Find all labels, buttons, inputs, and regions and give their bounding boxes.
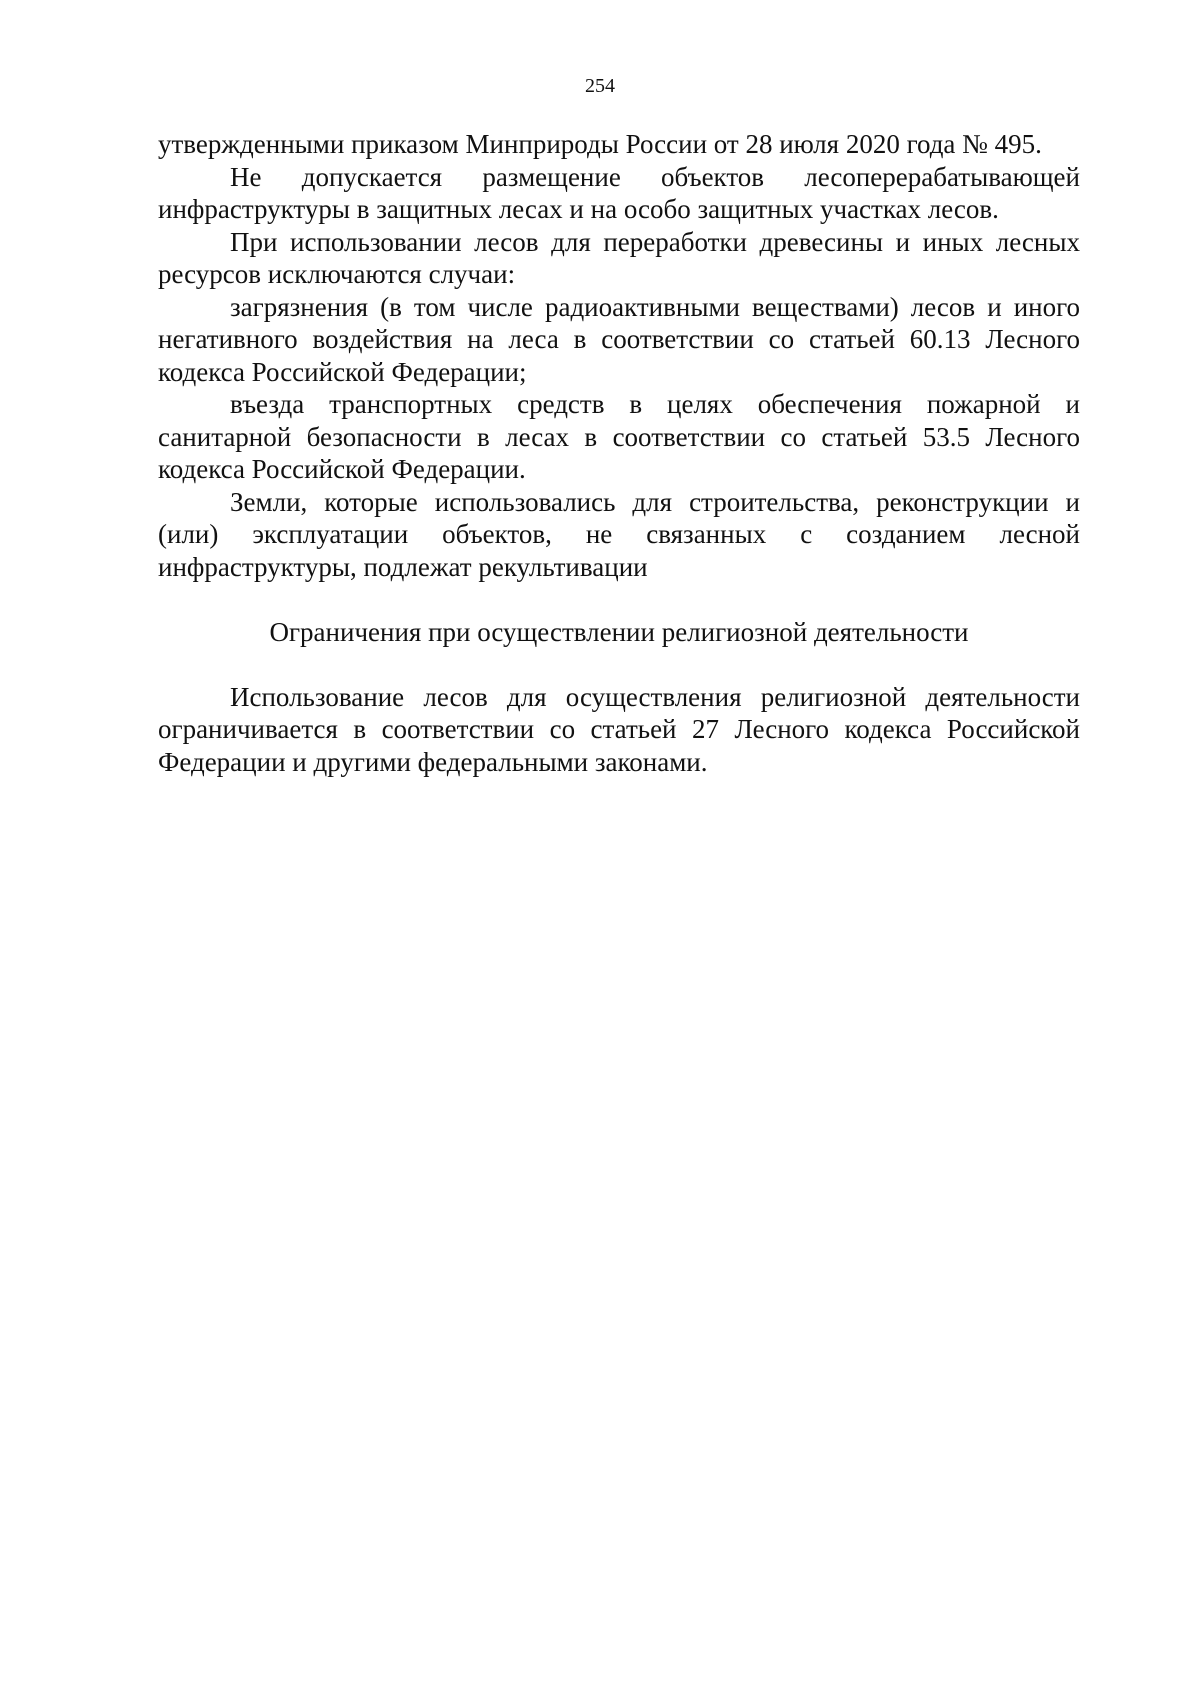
paragraph-infrastructure-restriction: Не допускается размещение объектов лесоперерабатывающей инфраструктуры в защитных лесах и на особо защитных участках лесов. xyxy=(158,161,1080,224)
page-number: 254 xyxy=(585,75,615,97)
paragraph-land-reclamation: Земли, которые использовались для строительства, реконструкции и (или) эксплуатации объектов, не связанных с созданием лесной инфраструктуры, подлежат рекультивации xyxy=(158,486,1080,582)
paragraph-continuation: утвержденными приказом Минприроды России от 28 июля 2020 года № 495. xyxy=(158,129,1042,159)
document-body xyxy=(158,128,1080,778)
paragraph-excluded-cases-intro: При использовании лесов для переработки древесины и иных лесных ресурсов исключаются случаи: xyxy=(158,226,1080,289)
section-heading: Ограничения при осуществлении религиозной деятельности xyxy=(269,617,969,647)
paragraph-vehicle-entry-case: въезда транспортных средств в целях обеспечения пожарной и санитарной безопасности в лесах в соответствии со статьей 53.5 Лесного кодекса Российской Федерации. xyxy=(158,389,1080,484)
paragraph-pollution-case: загрязнения (в том числе радиоактивными веществами) лесов и иного негативного воздействия на леса в соответствии со статьей 60.13 Лесного кодекса Российской Федерации; xyxy=(158,291,1080,387)
paragraph-religious-activity: Использование лесов для осуществления религиозной деятельности ограничивается в соответствии со статьей 27 Лесного кодекса Российской Федерации и другими федеральными законами. xyxy=(158,681,1080,777)
